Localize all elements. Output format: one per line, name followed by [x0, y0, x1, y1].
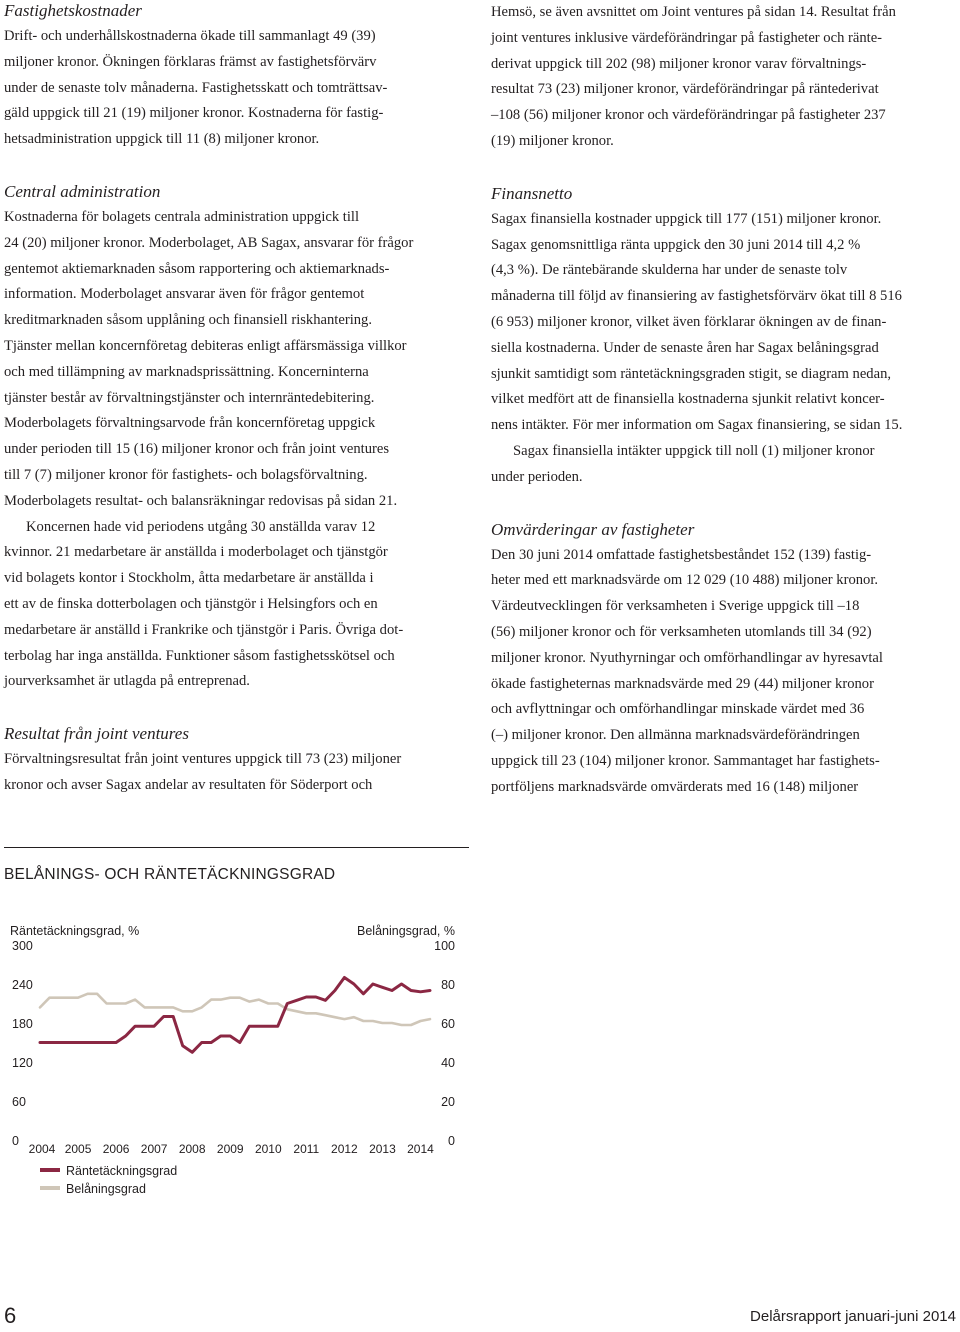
- text-line: under perioden till 15 (16) miljoner kronor och från joint ventures: [4, 441, 390, 458]
- paragraph-central-administration-2: [4, 515, 466, 696]
- text-line: kronor och avser Sagax andelar av resultaten för Söderport och: [4, 776, 373, 793]
- text-line: Moderbolagets resultat- och balansräkningar redovisas på sidan 21.: [4, 492, 398, 509]
- paragraph-joint-ventures-continued: [491, 0, 953, 155]
- text-line: till 7 (7) miljoner kronor för fastighets- och bolagsförvaltning.: [4, 466, 368, 483]
- text-line: information. Moderbolaget ansvarar även för frågor gentemot: [4, 286, 365, 303]
- left-tick-label: 120: [12, 1056, 33, 1070]
- text-line: kvinnor. 21 medarbetare är anställda i moderbolaget och tjänstgör: [4, 544, 388, 561]
- x-tick-label: 2005: [64, 1142, 92, 1156]
- text-line: (19) miljoner kronor.: [491, 132, 614, 149]
- x-tick-label: 2011: [293, 1142, 320, 1156]
- right-column: [491, 0, 953, 801]
- right-tick-label: 20: [441, 1095, 455, 1109]
- right-tick-label: 0: [448, 1134, 455, 1148]
- left-tick-label: 240: [12, 978, 33, 992]
- paragraph-joint-ventures: [4, 747, 466, 799]
- x-tick-label: 2014: [407, 1142, 434, 1156]
- text-line: (4,3 %). De räntebärande skulderna har under de senaste tolv: [491, 262, 848, 279]
- paragraph-central-administration-1: [4, 205, 466, 515]
- text-line: medarbetare är anställd i Frankrike och tjänstgör i Paris. Övriga dot-: [4, 621, 404, 638]
- x-tick-label: 2013: [369, 1142, 396, 1156]
- text-line: (56) miljoner kronor och för verksamheten utomlands till 34 (92): [491, 623, 872, 640]
- text-line: under perioden.: [491, 468, 583, 485]
- text-line: vilket medfört att de finansiella kostnaderna sjunkit relativt koncer-: [491, 391, 885, 408]
- text-line: miljoner kronor. Nyuthyrningar och omförhandlingar av hyresavtal: [491, 649, 883, 666]
- heading-joint-ventures: Resultat från joint ventures: [4, 724, 189, 744]
- text-line: gentemot aktiemarknaden såsom rapportering och aktiemarknads-: [4, 260, 390, 277]
- text-line: Tjänster mellan koncernföretag debiteras enligt affärsmässiga villkor: [4, 337, 407, 354]
- text-line: Kostnaderna för bolagets centrala administration uppgick till: [4, 208, 360, 225]
- right-tick-label: 60: [441, 1017, 455, 1031]
- text-line: och med tillämpning av marknadsprissättning. Koncerninterna: [4, 363, 369, 380]
- text-line: jourverksamhet är utlagda på entreprenad.: [4, 673, 250, 690]
- legend-label: Räntetäckningsgrad: [66, 1164, 178, 1178]
- heading-fastighetskostnader: Fastighetskostnader: [4, 1, 142, 20]
- text-line: kreditmarknaden såsom upplåning och finansiell riskhantering.: [4, 312, 372, 329]
- text-line: och avflyttningar och omförhandlingar minskade värdet med 36: [491, 701, 865, 718]
- x-tick-label: 2004: [28, 1142, 56, 1156]
- text-line: hetsadministration uppgick till 11 (8) miljoner kronor.: [4, 131, 320, 148]
- paragraph-finansnetto-1: [491, 207, 953, 439]
- left-tick-label: 0: [12, 1134, 19, 1148]
- loan-to-value-line: [40, 994, 430, 1025]
- left-axis-title: Räntetäckningsgrad, %: [10, 924, 140, 938]
- text-line: vid bolagets kontor i Stockholm, åtta medarbetare är anställda i: [4, 570, 374, 587]
- text-line: derivat uppgick till 202 (98) miljoner kronor varav förvaltnings-: [491, 55, 867, 72]
- right-axis-title: Belåningsgrad, %: [357, 924, 455, 938]
- paragraph-finansnetto-2: [491, 439, 953, 491]
- text-line: Moderbolagets förvaltningsarvode från koncernföretag uppgick: [4, 415, 376, 432]
- text-line: –108 (56) miljoner kronor och värdeförändringar på fastigheter 237: [491, 107, 886, 124]
- text-line: sjunkit samtidigt som räntetäckningsgraden stigit, se diagram nedan,: [491, 365, 892, 382]
- text-line: gäld uppgick till 21 (19) miljoner kronor. Kostnaderna för fastig-: [4, 105, 384, 122]
- left-tick-label: 180: [12, 1017, 33, 1031]
- text-line: uppgick till 23 (104) miljoner kronor. Sammantaget har fastighets-: [491, 752, 880, 769]
- interest-coverage-line: [40, 978, 430, 1053]
- chart-top-rule: [4, 847, 469, 848]
- text-line: 24 (20) miljoner kronor. Moderbolaget, AB Sagax, ansvarar för frågor: [4, 234, 414, 251]
- text-line: Sagax finansiella intäkter uppgick till noll (1) miljoner kronor: [513, 442, 875, 459]
- text-line: ett av de finska dotterbolagen och tjänstgör i Helsingfors och en: [4, 595, 378, 612]
- x-tick-label: 2008: [178, 1142, 206, 1156]
- heading-finansnetto: Finansnetto: [491, 183, 573, 203]
- text-line: Förvaltningsresultat från joint ventures uppgick till 73 (23) miljoner: [4, 751, 402, 768]
- text-line: ökade fastigheternas marknadsvärde med 29 (44) miljoner kronor: [491, 675, 874, 692]
- text-line: Värdeutvecklingen för verksamheten i Sverige uppgick till –18: [491, 598, 860, 615]
- text-line: månaderna till följd av finansiering av fastighetsförvärv ökat till 8 516: [491, 288, 902, 305]
- text-line: Sagax finansiella kostnader uppgick till 177 (151) miljoner kronor.: [491, 210, 882, 227]
- text-line: joint ventures inklusive värdeförändringar på fastigheter och ränte-: [491, 29, 883, 46]
- x-tick-label: 2006: [102, 1142, 130, 1156]
- text-line: Koncernen hade vid periodens utgång 30 anställda varav 12: [26, 518, 376, 535]
- chart-title: BELÅNINGS- OCH RÄNTETÄCKNINGSGRAD: [4, 866, 336, 883]
- x-tick-label: 2007: [140, 1142, 168, 1156]
- legend-label: Belåningsgrad: [66, 1182, 146, 1196]
- left-column: [4, 0, 466, 799]
- text-line: Drift- och underhållskostnaderna ökade till sammanlagt 49 (39): [4, 28, 376, 44]
- text-line: (6 953) miljoner kronor, vilket även förklarar ökningen av de finan-: [491, 313, 887, 330]
- text-line: portföljens marknadsvärde omvärderats med 16 (148) miljoner: [491, 778, 859, 795]
- right-tick-label: 80: [441, 978, 455, 992]
- text-line: (–) miljoner kronor. Den allmänna marknadsvärdeförändringen: [491, 727, 860, 744]
- right-tick-label: 40: [441, 1056, 455, 1070]
- heading-central-administration: Central administration: [4, 181, 161, 201]
- text-line: siella kostnaderna. Under de senaste åren har Sagax belåningsgrad: [491, 339, 879, 356]
- text-line: terbolag har inga anställda. Funktioner såsom fastighetsskötsel och: [4, 647, 395, 664]
- text-line: Hemsö, se även avsnittet om Joint ventures på sidan 14. Resultat från: [491, 4, 896, 20]
- left-tick-label: 60: [12, 1095, 26, 1109]
- text-line: nens intäkter. För mer information om Sagax finansiering, se sidan 15.: [491, 417, 903, 434]
- report-title: Delårsrapport januari-juni 2014: [750, 1308, 956, 1325]
- text-line: Den 30 juni 2014 omfattade fastighetsbeståndet 152 (139) fastig-: [491, 546, 872, 563]
- loan-to-value-interest-coverage-chart: [0, 900, 470, 1200]
- paragraph-omvarderingar: [491, 543, 953, 801]
- x-tick-label: 2009: [216, 1142, 244, 1156]
- right-tick-label: 100: [434, 939, 455, 953]
- text-line: resultat 73 (23) miljoner kronor, värdeförändringar på räntederivat: [491, 81, 879, 98]
- paragraph-fastighetskostnader: [4, 24, 466, 153]
- text-line: miljoner kronor. Ökningen förklaras främst av fastighetsförvärv: [4, 53, 377, 70]
- left-tick-label: 300: [12, 939, 33, 953]
- x-tick-label: 2010: [254, 1142, 282, 1156]
- text-line: tjänster består av förvaltningstjänster och internräntedebitering.: [4, 389, 375, 406]
- x-tick-label: 2012: [331, 1142, 358, 1156]
- text-line: under de senaste tolv månaderna. Fastighetsskatt och tomträttsav-: [4, 79, 388, 96]
- page-number: 6: [4, 1303, 17, 1328]
- text-line: heter med ett marknadsvärde om 12 029 (10 488) miljoner kronor.: [491, 572, 879, 589]
- heading-omvarderingar: Omvärderingar av fastigheter: [491, 519, 695, 539]
- text-line: Sagax genomsnittliga ränta uppgick den 30 juni 2014 till 4,2 %: [491, 236, 861, 253]
